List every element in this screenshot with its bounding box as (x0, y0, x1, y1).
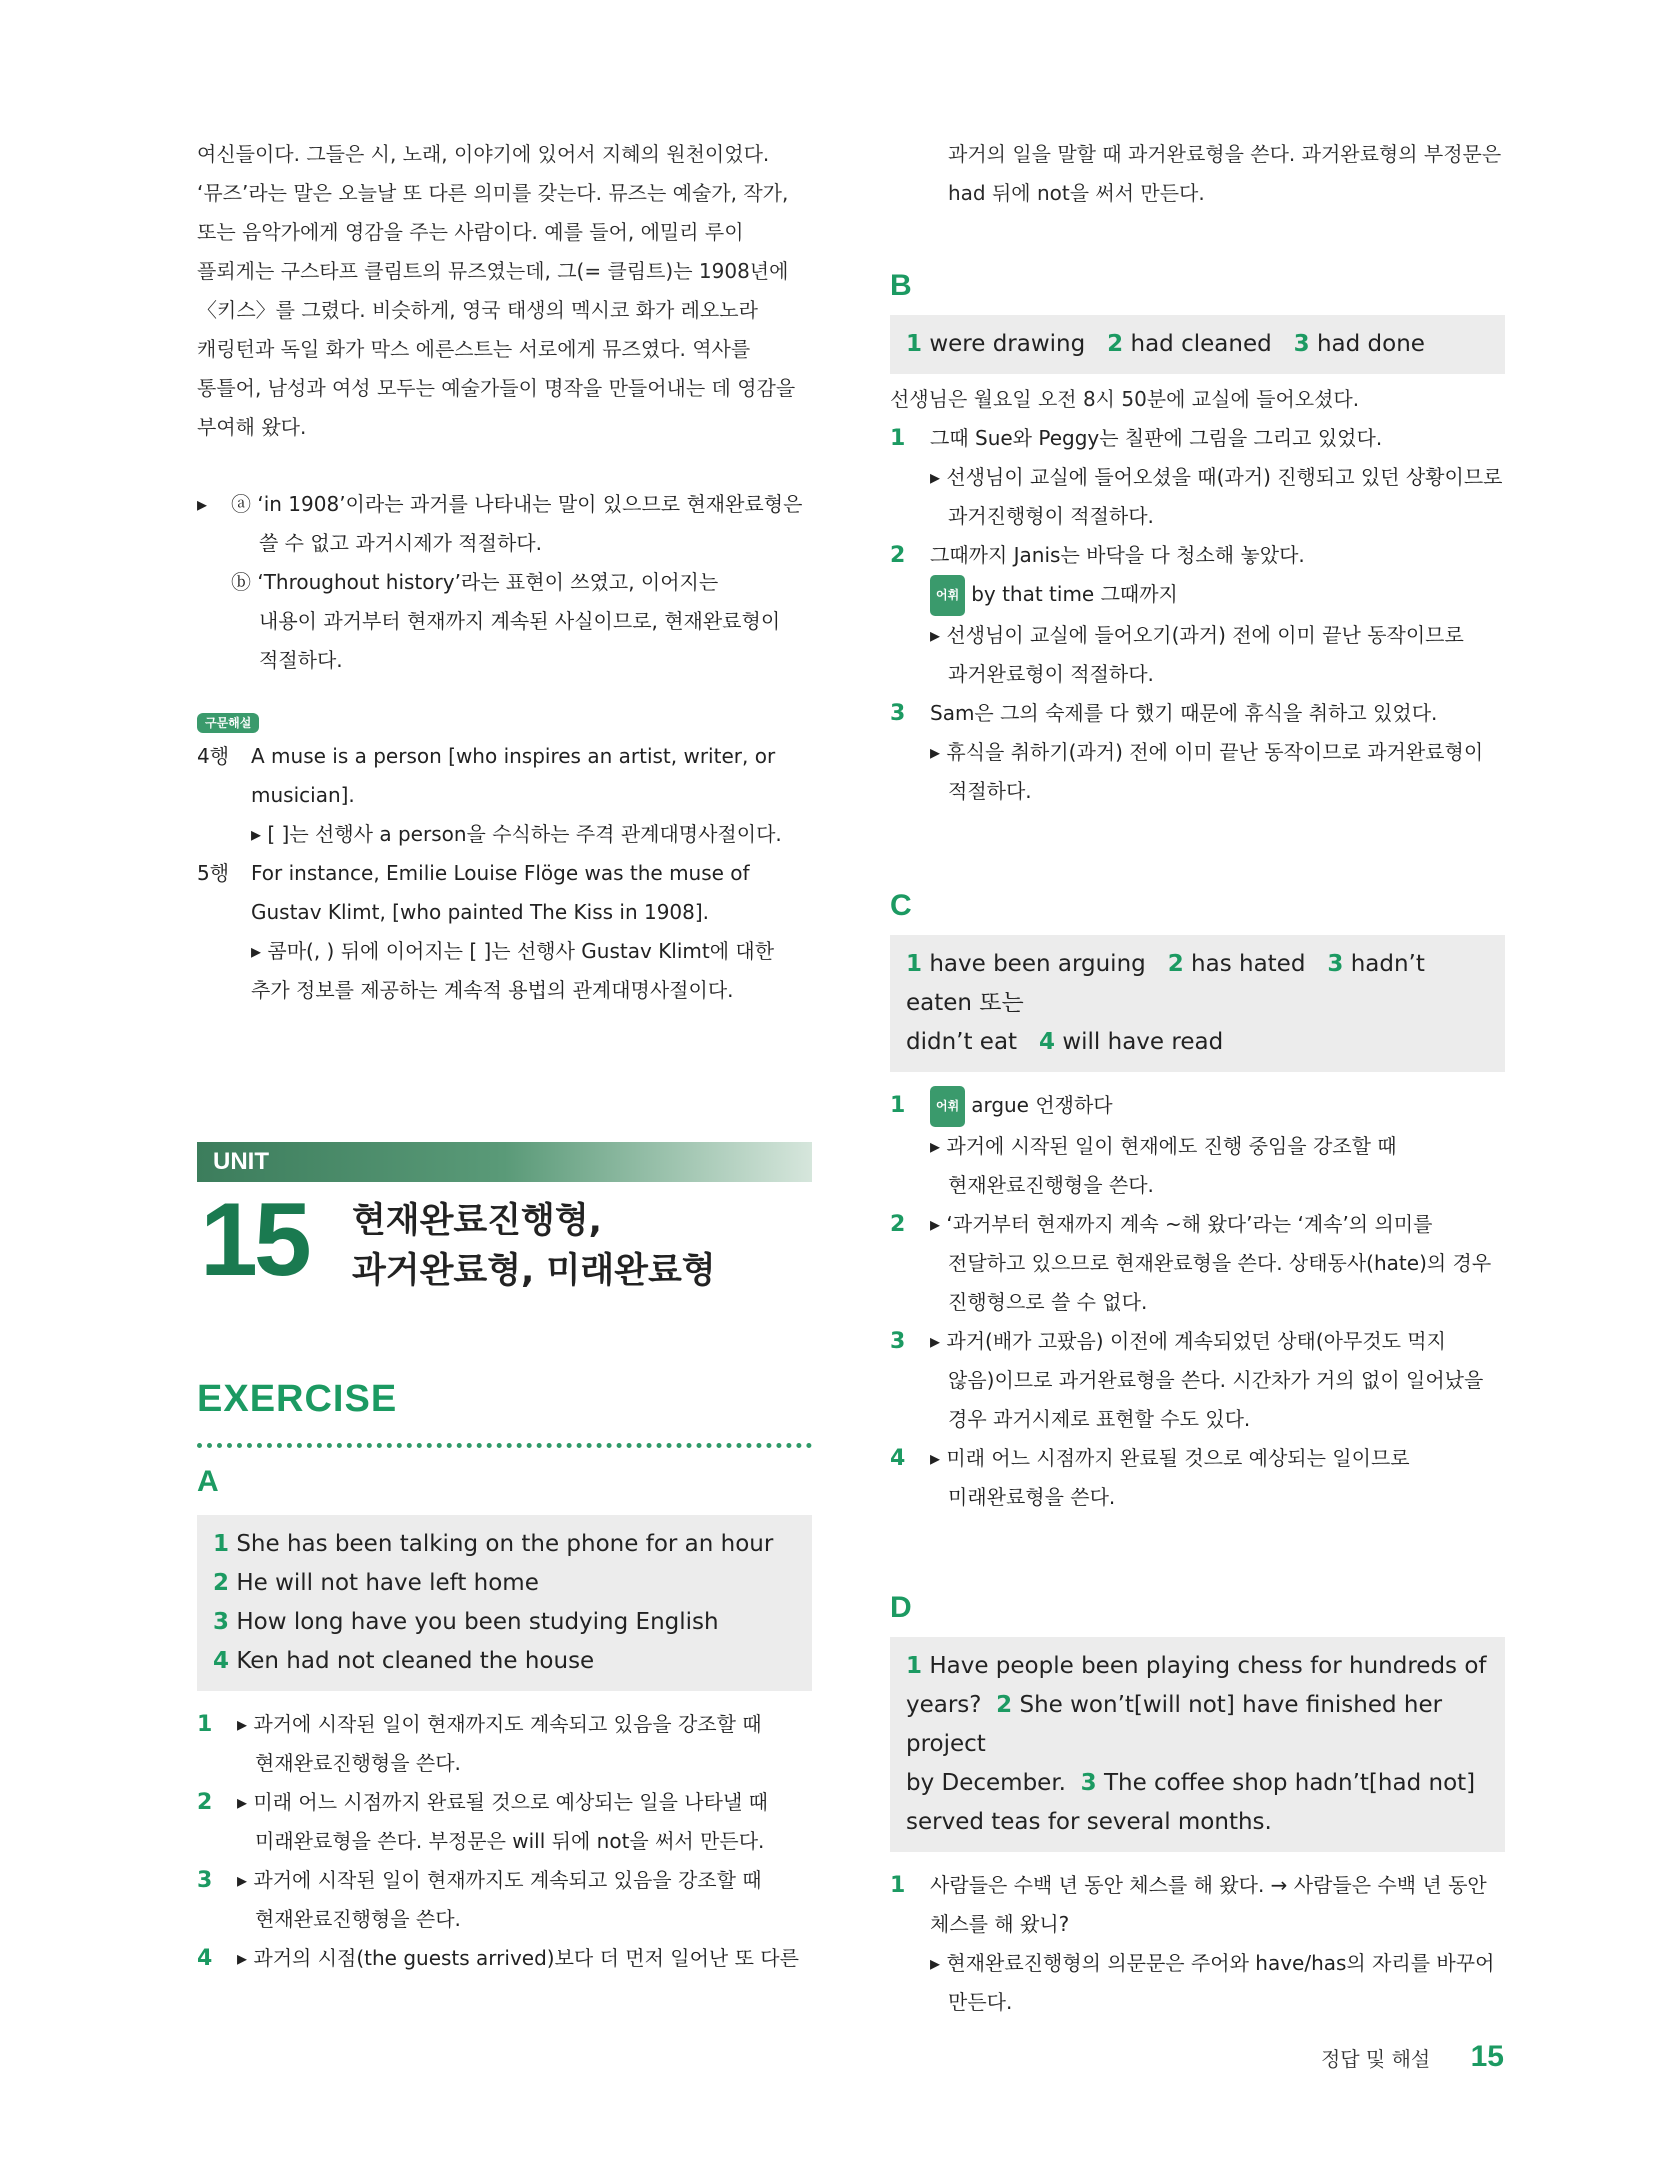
syntax-explanation: 추가 정보를 제공하는 계속적 용법의 관계대명사절이다. (251, 978, 734, 1002)
vocab-badge: 어휘 (930, 575, 965, 616)
text-line: 과거의 일을 말할 때 과거완료형을 쓴다. 과거완료형의 부정문은 (948, 142, 1502, 166)
answer-line: 4 Ken had not cleaned the house (213, 1648, 595, 1674)
page-number: 15 (1470, 2040, 1504, 2073)
arrow-icon: ▸ (197, 492, 208, 516)
section-letter: D (890, 1591, 912, 1624)
explanation-item: 1 사람들은 수백 년 동안 체스를 해 왔다. → 사람들은 수백 년 동안 체스를 해 왔니? ▸ 현재완료진행형의 의문문은 주어와 have/has의 자리를 바꾸어 만든다. (890, 1873, 1495, 2014)
left-column (197, 135, 812, 1010)
syntax-item (197, 737, 812, 854)
syntax-badge: 구문해설 (197, 713, 259, 733)
answer-line: 1 Have people been playing chess for hundreds of (906, 1653, 1487, 1679)
unit-number: 15 (200, 1182, 308, 1298)
answer-line: by December. 3 The coffee shop hadn’t[had not] (906, 1770, 1476, 1796)
syntax-explanation: ▸ 콤마(, ) 뒤에 이어지는 [ ]는 선행사 Gustav Klimt에 대한 (251, 939, 775, 963)
explanation-item: 4 ▸ 과거의 시점(the guests arrived)보다 더 먼저 일어난 또 다른 (197, 1946, 799, 1971)
section-letter: B (890, 269, 912, 302)
explanation-item: 2 ▸ 미래 어느 시점까지 완료될 것으로 예상되는 일을 나타낼 때 미래완료형을 쓴다. 부정문은 will 뒤에 not을 써서 만든다. (197, 1790, 768, 1853)
answer-box (890, 935, 1505, 1072)
intro-line: 통틀어, 남성과 여성 모두는 예술가들이 명작을 만들어내는 데 영감을 (197, 376, 796, 400)
answer-line: 1 have been arguing 2 has hated 3 hadn’t eaten 또는 (906, 951, 1425, 1016)
explanations (890, 380, 1505, 811)
note-a: ⓐ ‘in 1908’이라는 과거를 나타내는 말이 있으므로 현재완료형은 (231, 492, 803, 516)
syntax-sentence: For instance, Emilie Louise Flöge was the muse of (251, 861, 750, 885)
right-column (890, 135, 1505, 2022)
answer-line: 1 were drawing 2 had cleaned 3 had done (906, 331, 1425, 357)
note-b-cont: 적절하다. (259, 648, 343, 672)
explanation-item: 3 ▸ 과거(배가 고팠음) 이전에 계속되었던 상태(아무것도 먹지 않음)이므로 과거완료형을 쓴다. 시간차가 거의 없이 일어났을 경우 과거시제로 표현할 수도 있다. (890, 1329, 1484, 1431)
exercise-heading: EXERCISE (197, 1378, 398, 1420)
note-b: ⓑ ‘Throughout history’라는 표현이 쓰였고, 이어지는 (231, 570, 719, 594)
line-ref: 5행 (197, 861, 230, 885)
intro-line: 여신들이다. 그들은 시, 노래, 이야기에 있어서 지혜의 원천이었다. (197, 142, 770, 166)
explanation-item: 1 어휘 argue 언쟁하다 ▸ 과거에 시작된 일이 현재에도 진행 중임을 강조할 때 현재완료진행형을 쓴다. (890, 1086, 1505, 1205)
continued-text (890, 135, 1505, 213)
unit-title-line: 현재완료진행형, (352, 1201, 602, 1241)
answer-line: 2 He will not have left home (213, 1570, 539, 1596)
intro-line: ‘뮤즈’라는 말은 오늘날 또 다른 의미를 갖는다. 뮤즈는 예술가, 작가, (197, 181, 789, 205)
section-letter: C (890, 889, 912, 922)
intro-line: 캐링턴과 독일 화가 막스 에른스트는 서로에게 뮤즈였다. 역사를 (197, 337, 751, 361)
vocab-badge: 어휘 (930, 1086, 965, 1127)
page-footer (1321, 2040, 1504, 2074)
syntax-section (197, 712, 812, 1010)
explanations (890, 1866, 1505, 2022)
explanation-item: 2 ▸ ‘과거부터 현재까지 계속 ~해 왔다’라는 ‘계속’의 의미를 전달하고 있으므로 현재완료형을 쓴다. 상태동사(hate)의 경우 진행형으로 쓸 수 없다. (890, 1212, 1492, 1314)
answer-box (197, 1515, 812, 1691)
syntax-sentence: musician]. (251, 783, 355, 807)
explanation-item: 1 ▸ 과거에 시작된 일이 현재까지도 계속되고 있음을 강조할 때 현재완료진행형을 쓴다. (197, 1712, 762, 1775)
answer-box (890, 1637, 1505, 1852)
intro-paragraph (197, 135, 812, 447)
syntax-explanation: ▸ [ ]는 선행사 a person을 수식하는 주격 관계대명사절이다. (251, 822, 782, 846)
explanation-item: 3 Sam은 그의 숙제를 다 했기 때문에 휴식을 취하고 있었다. ▸ 휴식을 취하기(과거) 전에 이미 끝난 동작이므로 과거완료형이 적절하다. (890, 701, 1484, 803)
section-d (890, 1591, 1505, 2022)
answer-line: didn’t eat 4 will have read (906, 1029, 1224, 1055)
answer-line: 1 She has been talking on the phone for an hour (213, 1531, 774, 1557)
explanation-item: 1 그때 Sue와 Peggy는 칠판에 그림을 그리고 있었다. ▸ 선생님이 교실에 들어오셨을 때(과거) 진행되고 있던 상황이므로 과거진행형이 적절하다. (890, 426, 1503, 528)
footer-label: 정답 및 해설 (1320, 2047, 1431, 2071)
section-letter: A (197, 1465, 219, 1498)
explanation-item: 4 ▸ 미래 어느 시점까지 완료될 것으로 예상되는 일이므로 미래완료형을 쓴다. (890, 1446, 1410, 1509)
unit-bar (197, 1142, 812, 1182)
intro-line: 부여해 왔다. (197, 415, 307, 439)
answer-line: served teas for several months. (906, 1809, 1272, 1835)
note-a-cont: 쓸 수 없고 과거시제가 적절하다. (259, 531, 542, 555)
intro-line: 〈키스〉를 그렸다. 비슷하게, 영국 태생의 멕시코 화가 레오노라 (197, 298, 758, 322)
intro-line: 플뢰게는 구스타프 클림트의 뮤즈였는데, 그(= 클림트)는 1908년에 (197, 259, 789, 283)
answer-line: years? 2 She won’t[will not] have finished her project (906, 1692, 1443, 1757)
intro-line: 또는 음악가에게 영감을 주는 사람이다. 예를 들어, 에밀리 루이 (197, 220, 744, 244)
section-b (890, 269, 1505, 811)
unit-title-line: 과거완료형, 미래완료형 (352, 1251, 716, 1291)
syntax-sentence: Gustav Klimt, [who painted The Kiss in 1908]. (251, 900, 710, 924)
unit-label: UNIT (213, 1148, 269, 1175)
answer-box (890, 315, 1505, 374)
answer-line: 3 How long have you been studying English (213, 1609, 719, 1635)
syntax-sentence: A muse is a person [who inspires an artist, writer, or (251, 744, 776, 768)
section-c (890, 889, 1505, 1517)
text-line: had 뒤에 not을 써서 만든다. (948, 181, 1205, 205)
syntax-item (197, 854, 812, 1010)
section-a (197, 1465, 812, 1978)
answer-note (197, 485, 812, 680)
explanation-item: 3 ▸ 과거에 시작된 일이 현재까지도 계속되고 있음을 강조할 때 현재완료진행형을 쓴다. (197, 1868, 762, 1931)
unit-title (352, 1196, 716, 1296)
explanations (197, 1705, 812, 1978)
note-b-cont: 내용이 과거부터 현재까지 계속된 사실이므로, 현재완료형이 (259, 609, 781, 633)
line-ref: 4행 (197, 744, 230, 768)
intro-sentence: 선생님은 월요일 오전 8시 50분에 교실에 들어오셨다. (890, 387, 1360, 411)
explanations (890, 1086, 1505, 1517)
explanation-item: 2 그때까지 Janis는 바닥을 다 청소해 놓았다. 어휘 by that time 그때까지 ▸ 선생님이 교실에 들어오기(과거) 전에 이미 끝난 동작이므로 과거완료형이 적절하다. (890, 543, 1464, 686)
dotted-divider (197, 1443, 812, 1448)
